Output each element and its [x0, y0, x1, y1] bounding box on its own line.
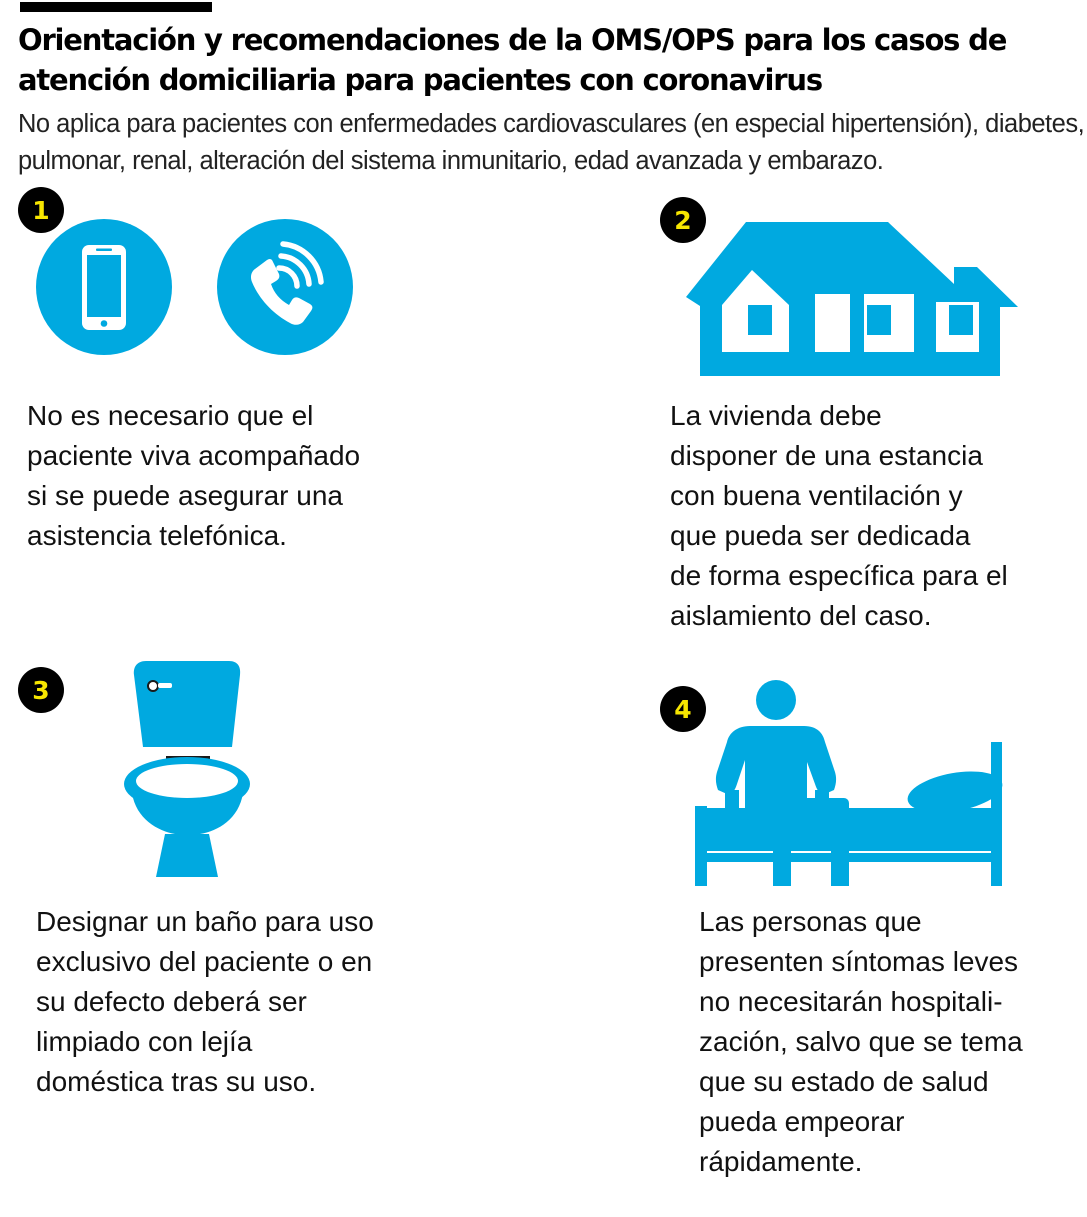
step-4-text: Las personas que presenten síntomas leves no necesitarán hospitali- zación, salvo que se tema que su estado de salud pueda empeorar rápidamente.: [699, 906, 1023, 1177]
phone-call-icon: [217, 219, 353, 355]
step-1-badge: 1: [18, 187, 64, 233]
house-icon: [686, 222, 1018, 376]
top-accent-bar: [20, 2, 212, 12]
page-subtitle: No aplica para pacientes con enfermedades cardiovasculares (en especial hipertensión), diabetes, pulmonar, renal, alteración del sistema inmunitario, edad avanzada y embarazo.: [18, 110, 1085, 175]
person-on-bed-icon: [695, 680, 1012, 886]
step-3-text: Designar un baño para uso exclusivo del paciente o en su defecto deberá ser limpiado con lejía doméstica tras su uso.: [36, 906, 374, 1097]
step-4-badge: 4: [660, 686, 706, 732]
toilet-icon: [120, 659, 255, 881]
step-2-badge: 2: [660, 197, 706, 243]
page-title: Orientación y recomendaciones de la OMS/OPS para los casos de atención domiciliaria para pacientes con coronavirus: [18, 23, 1007, 97]
step-3-badge: 3: [18, 667, 64, 713]
smartphone-icon: [36, 219, 172, 355]
step-1-text: No es necesario que el paciente viva acompañado si se puede asegurar una asistencia telefónica.: [27, 400, 361, 551]
step-2-text: La vivienda debe disponer de una estancia con buena ventilación y que pueda ser dedicada de forma específica para el aislamiento del caso.: [670, 400, 1008, 631]
